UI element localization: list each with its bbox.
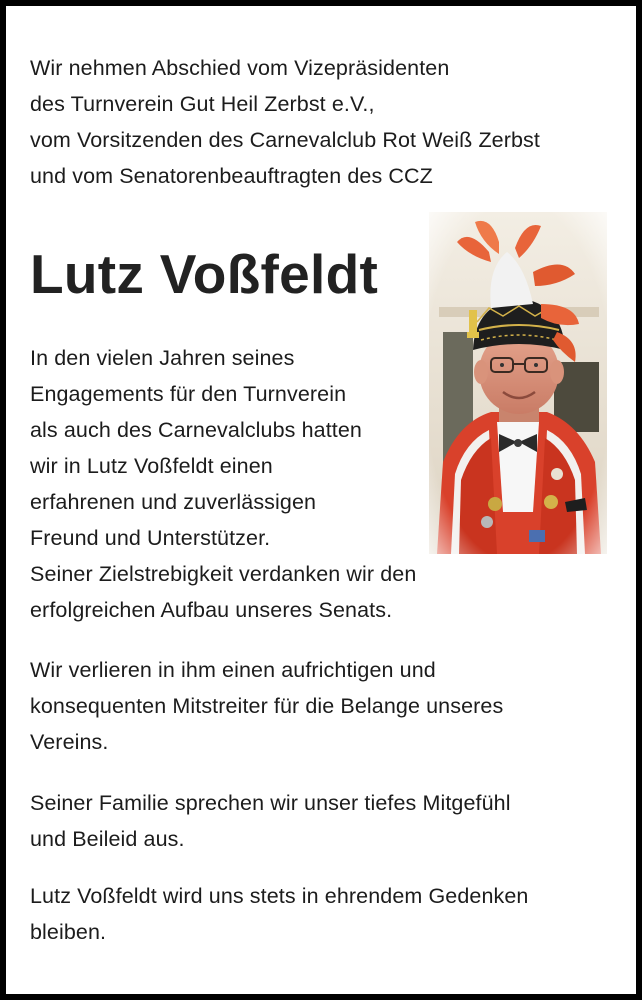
paragraph-line: erfahrenen und zuverlässigen [30, 490, 317, 514]
loss-paragraph [30, 652, 620, 760]
paragraph-line: als auch des Carnevalclubs hatten [30, 418, 362, 442]
intro-line: und vom Senatorenbeauftragten des CCZ [30, 164, 433, 188]
paragraph-line: wir in Lutz Voßfeldt einen [30, 454, 273, 478]
paragraph-line: und Beileid aus. [30, 827, 185, 851]
paragraph-line: Wir verlieren in ihm einen aufrichtigen und [30, 658, 436, 682]
remembrance-paragraph [30, 878, 620, 950]
intro-line: des Turnverein Gut Heil Zerbst e.V., [30, 92, 375, 116]
paragraph-line: konsequenten Mitstreiter für die Belange unseres [30, 694, 504, 718]
paragraph-line: Lutz Voßfeldt wird uns stets in ehrendem Gedenken [30, 884, 529, 908]
obituary-notice [6, 6, 636, 994]
paragraph-line: Freund und Unterstützer. [30, 526, 271, 550]
intro-line: vom Vorsitzenden des Carnevalclub Rot Weiß Zerbst [30, 128, 540, 152]
paragraph-line: erfolgreichen Aufbau unseres Senats. [30, 598, 393, 622]
paragraph-line: Engagements für den Turnverein [30, 382, 347, 406]
paragraph-line: Vereins. [30, 730, 109, 754]
paragraph-line: Seiner Zielstrebigkeit verdanken wir den [30, 562, 417, 586]
engagement-paragraph [30, 340, 620, 628]
intro-line: Wir nehmen Abschied vom Vizepräsidenten [30, 56, 450, 80]
paragraph-line: bleiben. [30, 920, 107, 944]
paragraph-line: In den vielen Jahren seines [30, 346, 295, 370]
paragraph-line: Seiner Familie sprechen wir unser tiefes Mitgefühl [30, 791, 511, 815]
intro-text [30, 50, 620, 194]
deceased-name: Lutz Voßfeldt [30, 243, 379, 305]
condolence-paragraph [30, 785, 620, 857]
